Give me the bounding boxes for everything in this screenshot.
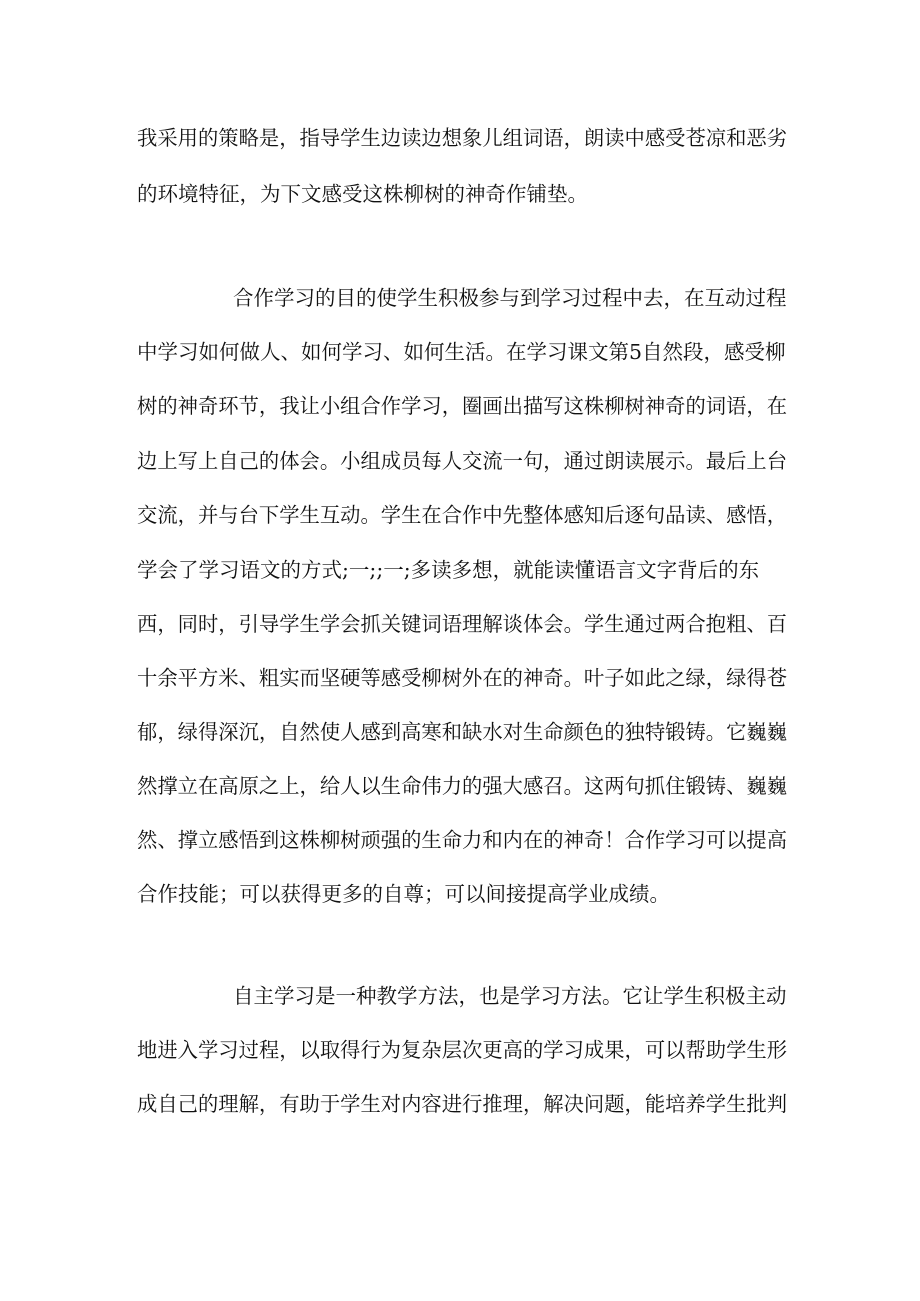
paragraph-2-line-11: 然、撑立感悟到这株柳树顽强的生命力和内在的神奇！合作学习可以提高 bbox=[137, 828, 788, 852]
paragraph-3-line-1: 自主学习是一种教学方法，也是学习方法。它让学生积极主动 bbox=[233, 984, 787, 1008]
paragraph-3-line-3: 成自己的理解，有助于学生对内容进行推理，解决问题，能培养学生批判 bbox=[137, 1092, 788, 1116]
paragraph-2-line-9: 郁，绿得深沉，自然使人感到高寒和缺水对生命颜色的独特锻铸。它巍巍 bbox=[137, 720, 788, 744]
paragraph-2-line-3: 树的神奇环节，我让小组合作学习，圈画出描写这株柳树神奇的词语，在 bbox=[137, 394, 788, 418]
paragraph-2-line-7: 西，同时，引导学生学会抓关键词语理解谈体会。学生通过两合抱粗、百 bbox=[137, 612, 788, 636]
paragraph-2-line-8: 十余平方米、粗实而坚硬等感受柳树外在的神奇。叶子如此之绿，绿得苍 bbox=[137, 666, 788, 690]
paragraph-3-line-2: 地进入学习过程，以取得行为复杂层次更高的学习成果，可以帮助学生形 bbox=[137, 1038, 788, 1062]
paragraph-2-line-2: 中学习如何做人、如何学习、如何生活。在学习课文第5自然段，感受柳 bbox=[137, 340, 786, 364]
paragraph-2-line-12: 合作技能；可以获得更多的自尊；可以间接提高学业成绩。 bbox=[137, 882, 670, 906]
paragraph-2-line-10: 然撑立在高原之上，给人以生命伟力的强大感召。这两句抓住锻铸、巍巍 bbox=[137, 774, 788, 798]
paragraph-2-line-5: 交流，并与台下学生互动。学生在合作中先整体感知后逐句品读、感悟， bbox=[137, 503, 788, 527]
paragraph-1-line-1: 我采用的策略是，指导学生边读边想象儿组词语，朗读中感受苍凉和恶劣 bbox=[137, 126, 788, 150]
paragraph-2-line-4: 边上写上自己的体会。小组成员每人交流一句，通过朗读展示。最后上台 bbox=[137, 449, 788, 473]
paragraph-1-line-2: 的环境特征，为下文感受这株柳树的神奇作铺垫。 bbox=[137, 182, 588, 206]
paragraph-2-line-1: 合作学习的目的使学生积极参与到学习过程中去，在互动过程 bbox=[233, 286, 787, 310]
paragraph-2-line-6: 学会了学习语文的方式;一;;一;多读多想，就能读懂语言文字背后的东 bbox=[137, 558, 760, 582]
